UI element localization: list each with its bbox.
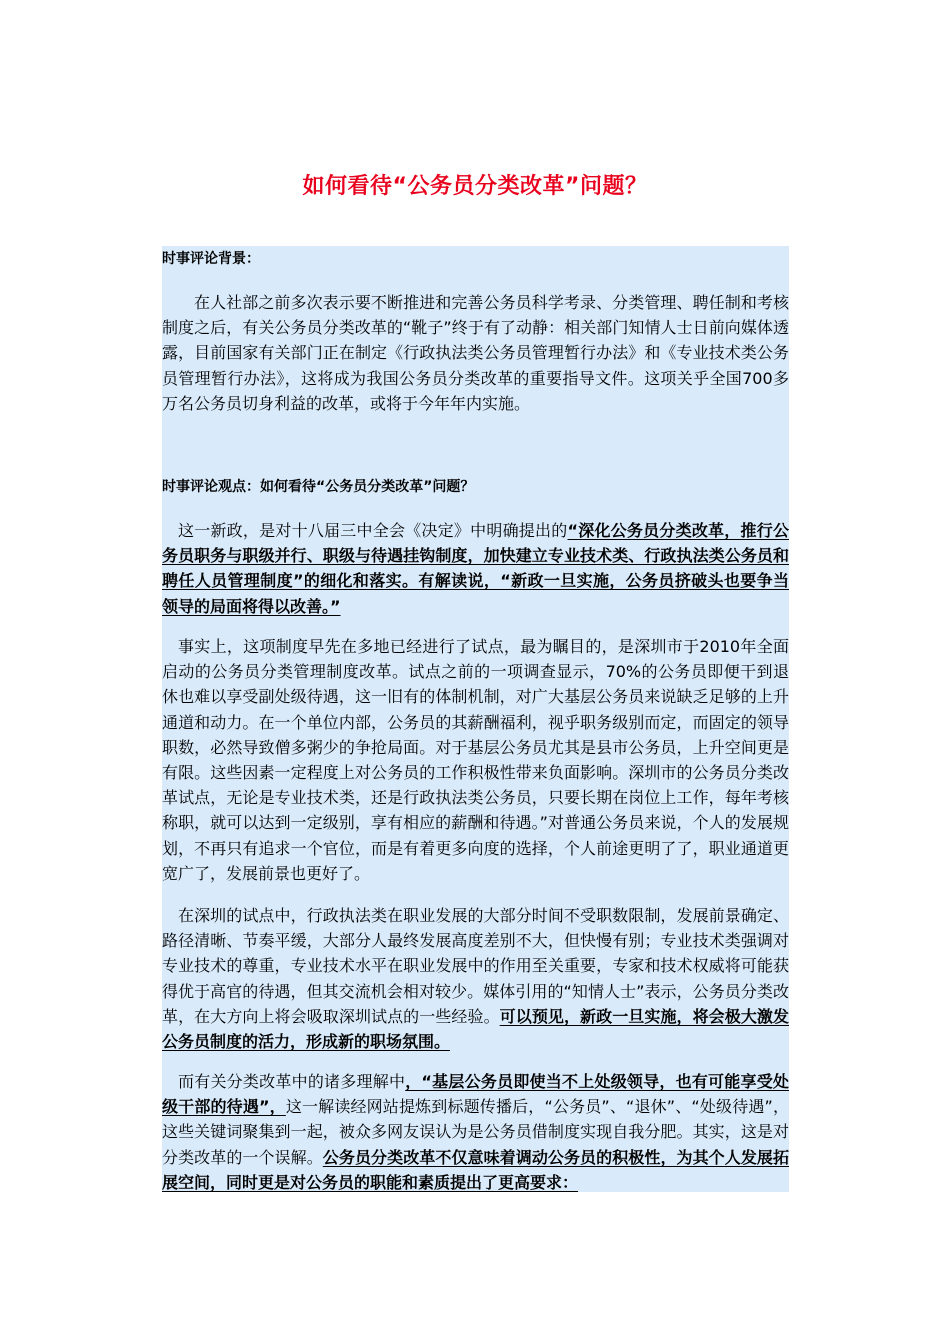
viewpoint-paragraph-2: 事实上，这项制度早先在多地已经进行了试点，最为瞩目的，是深圳市于2010年全面启动的公务员分类管理制度改革。试点之前的一项调查显示，70%的公务员即便干到退休也难以享受副处级待遇，这一旧有的体制机制，对广大基层公务员来说缺乏足够的上升通道和动力。在一个单位内部，公务员的其薪酬福利，视乎职务级别而定，而固定的领导职数，必然导致僧多粥少的争抢局面。对于基层公务员尤其是县市公务员，上升空间更是有限。这些因素一定程度上对公务员的工作积极性带来负面影响。深圳市的公务员分类改革试点，无论是专业技术类，还是行政执法类公务员，只要长期在岗位上工作，每年考核称职，就可以达到一定级别，享有相应的薪酬和待遇。”对普通公务员来说，个人的发展规划，不再只有追求一个官位，而是有着更多向度的选择，个人前途更明了了，职业通道更宽广了，发展前景也更好了。 (162, 637, 789, 883)
p4-emphasis-1: ，“基层公务员即使当不上处级领导，也有可能享受处级干部的待遇”， (162, 1072, 789, 1117)
background-heading: 时事评论背景： (162, 251, 260, 267)
p4-emphasis-2: 公务员分类改革不仅意味着调动公务员的积极性，为其个人发展拓展空间，同时更是对公务员的职能和素质提出了更高要求： (162, 1147, 789, 1192)
p1-emphasis: “深化公务员分类改革，推行公务员职务与职级并行、职级与待遇挂钩制度，加快建立专业技术类、行政执法类公务员和聘任人员管理制度”的细化和落实。有解读说，“新政一旦实施，公务员挤破头也要争当领导的局面将得以改善。” (162, 521, 789, 616)
p4-text-2: 这一解读经网站提炼到标题传播后，“公务员”、“退休”、“处级待遇”，这些关键词聚集到一起，被众多网友误认为是公务员借制度实现自我分肥。其实，这是对分类改革的一个误解。 (162, 1097, 789, 1167)
background-paragraph: 在人社部之前多次表示要不断推进和完善公务员科学考录、分类管理、聘任制和考核制度之后，有关公务员分类改革的“靴子”终于有了动静：相关部门知情人士日前向媒体透露，目前国家有关部门正在制定《行政执法类公务员管理暂行办法》和《专业技术类公务员管理暂行办法》，这将成为我国公务员分类改革的重要指导文件。这项关乎全国700多万名公务员切身利益的改革，或将于今年年内实施。 (162, 293, 789, 413)
page-title: 如何看待“公务员分类改革”问题？ (302, 174, 648, 199)
p1-text: 这一新政，是对十八届三中全会《决定》中明确提出的 (178, 521, 568, 540)
viewpoint-paragraph-4 (162, 1069, 789, 1195)
viewpoint-heading: 时事评论观点：如何看待“公务员分类改革”问题？ (162, 479, 475, 495)
p4-text-1: 而有关分类改革中的诸多理解中 (178, 1072, 406, 1091)
viewpoint-paragraph-3 (162, 903, 789, 1054)
p3-text: 在深圳的试点中，行政执法类在职业发展的大部分时间不受职数限制，发展前景确定、路径清晰、节奏平缓，大部分人最终发展高度差别不大，但快慢有别；专业技术类强调对专业技术的尊重，专业技术水平在职业发展中的作用至关重要，专家和技术权威将可能获得优于高官的待遇，但其交流机会相对较少。媒体引用的“知情人士”表示，公务员分类改革，在大方向上将会吸取深圳试点的一些经验。 (162, 906, 789, 1026)
p3-emphasis: 可以预见，新政一旦实施，将会极大激发公务员制度的活力，形成新的职场氛围。 (162, 1006, 789, 1052)
viewpoint-paragraph-1 (162, 518, 789, 619)
